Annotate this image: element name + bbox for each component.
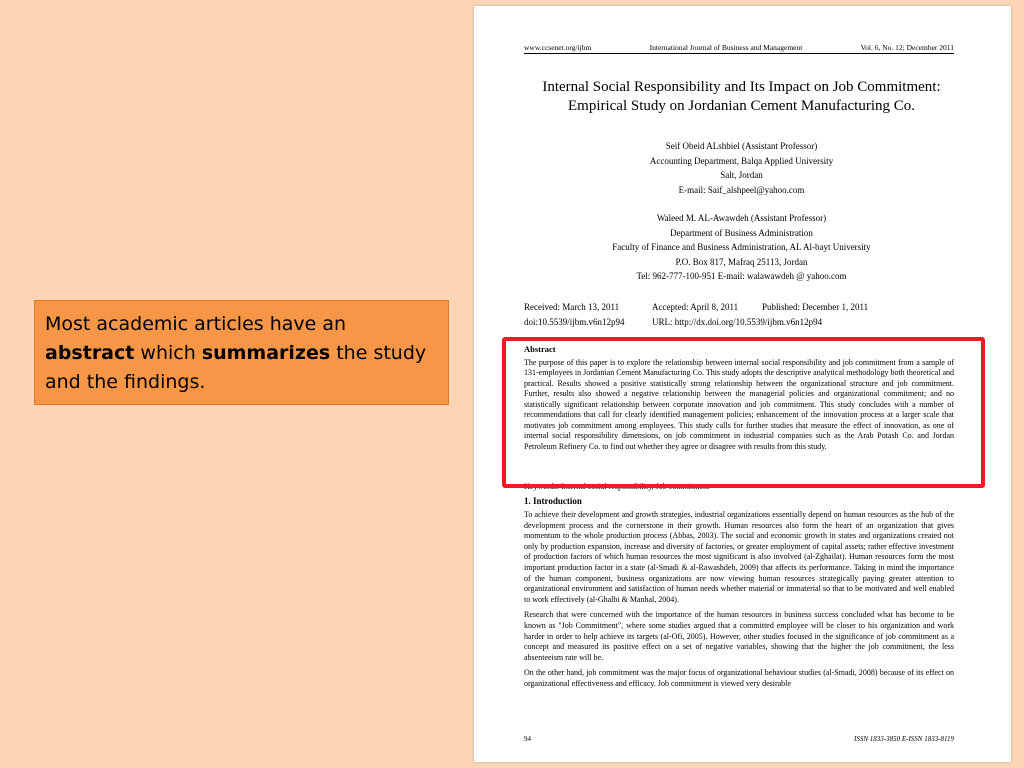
publication-dates — [524, 300, 964, 329]
author2-address: P.O. Box 817, Mafraq 25113, Jordan — [675, 256, 808, 267]
published-date: Published: December 1, 2011 — [762, 302, 869, 312]
page-footer — [524, 735, 954, 743]
doi: doi:10.5539/ijbm.v6n12p94 — [524, 316, 625, 327]
author1-location: Salt, Jordan — [720, 170, 763, 180]
intro-paragraph-2: Research that were concerned with the importance of the human resources in business success concluded what has become to be known as "Job Commitment", where some studies argued that a committed employee will be closer to his organization and work harder in order to help achieve its targets (al-Ofi, 2005). However, other studies focused in the significance of job commitment as a concept and measured its positive effect on a set of negative variables, showing that the higher the job commitment, the less absenteeism rate will be. — [524, 610, 954, 662]
title-line-1: Internal Social Responsibility and Its Impact on Job Commitment: — [542, 79, 941, 95]
issn: ISSN 1833-3850 E-ISSN 1833-8119 — [854, 735, 954, 743]
abstract-text: The purpose of this paper is to explore the relationship between internal social responsibility and job commitment from a sample of 131-employees in Jordanian Cement Manufacturing Co. This study adopts the descriptive analytical methodology both theoretical and practical. Results showed a positive statistically strong relationship between the organizational structure and job commitment. Further, results also showed a negative relationship between the managerial policies and organizational commitment; and no statistically significant relationship between corporate innovation and job commitment. This study concludes with a number of recommendations that call for clearly identified management policies; enhancement of the innovation process at a larger scale that motivates job commitment among employees. This study calls for further studies that measure the effect of innovation, as one of internal social responsibility dimensions, on job commitment in industrial companies such as the Arab Potash Co. and Jordan Petroleum Refinery Co. to find out whether they agree or disagree with results from this study. — [524, 357, 954, 451]
keywords: Keywords: Internal social responsibility, Job commitment — [524, 482, 710, 491]
callout-text-3: the study and the findings. — [45, 342, 427, 393]
accepted-date: Accepted: April 8, 2011 — [652, 302, 739, 312]
received-date: Received: March 13, 2011 — [524, 302, 620, 312]
author2-dept: Department of Business Administration — [670, 227, 813, 238]
running-header — [524, 43, 954, 54]
author1-dept: Accounting Department, Balqa Applied University — [649, 155, 834, 166]
abstract-heading: Abstract — [524, 344, 556, 354]
author1-name: Seif Obeid ALshbiel (Assistant Professor) — [665, 141, 818, 151]
article-url: URL: http://dx.doi.org/10.5539/ijbm.v6n12p94 — [652, 316, 823, 327]
title-line-2: Empirical Study on Jordanian Cement Manufacturing Co. — [567, 98, 915, 114]
callout-bold-summarizes: summarizes — [201, 342, 331, 364]
article-title — [514, 78, 969, 116]
intro-paragraph-1: To achieve their development and growth strategies, industrial organizations essentially depend on human resources as the hub of the development process and the cornerstone in their growth. Human resources also form the heart of an organization that gives momentum to the whole production process (Abbas, 2003). The social and economic growth in states and organizations created not only by production expansion, increase and diversity of factories, or greater employment of capital assets; rather effective investment of production factors of which human resources the most significant is also involved (al-Zghailat). Human resources form the most important production factor in a state (al-Smadi & al-Rawashdeh, 2009) that affects its performance. Taking in mind the importance of the human component, business organizations are now viewing human resources strategically paying greater attention to organizational environment and satisfaction of human needs whether material or immaterial so that to be motivated and well enabled to work effectively (al-Ghalbi & Manhal, 2004). — [524, 510, 954, 604]
intro-paragraph-3: On the other hand, job commitment was the major focus of organizational behaviour studies (al-Smadi, 2008) because of its effect on organizational effectiveness and efficacy. Job commitment is viewed very desirable — [524, 668, 954, 688]
introduction-body — [524, 510, 954, 695]
introduction-heading: 1. Introduction — [524, 496, 582, 506]
author1-email: E-mail: Saif_alshpeel@yahoo.com — [678, 184, 805, 195]
header-url: www.ccsenet.org/ijbm — [524, 43, 592, 52]
abstract-highlight-box — [502, 337, 985, 488]
callout-box — [34, 300, 449, 405]
header-journal: International Journal of Business and Management — [649, 43, 803, 52]
callout-bold-abstract: abstract — [45, 342, 135, 364]
callout-text-1: Most academic articles have an — [45, 313, 347, 335]
author2-name: Waleed M. AL-Awawdeh (Assistant Professor) — [656, 213, 827, 223]
callout-text-2: which — [134, 342, 202, 364]
header-volume: Vol. 6, No. 12; December 2011 — [860, 43, 954, 52]
author-block — [534, 139, 949, 284]
author2-faculty: Faculty of Finance and Business Administration, AL Al-bayt University — [612, 242, 871, 252]
page-number: 94 — [524, 735, 531, 743]
author2-contact: Tel: 962-777-100-951 E-mail: walawawdeh @ yahoo.com — [636, 271, 847, 281]
